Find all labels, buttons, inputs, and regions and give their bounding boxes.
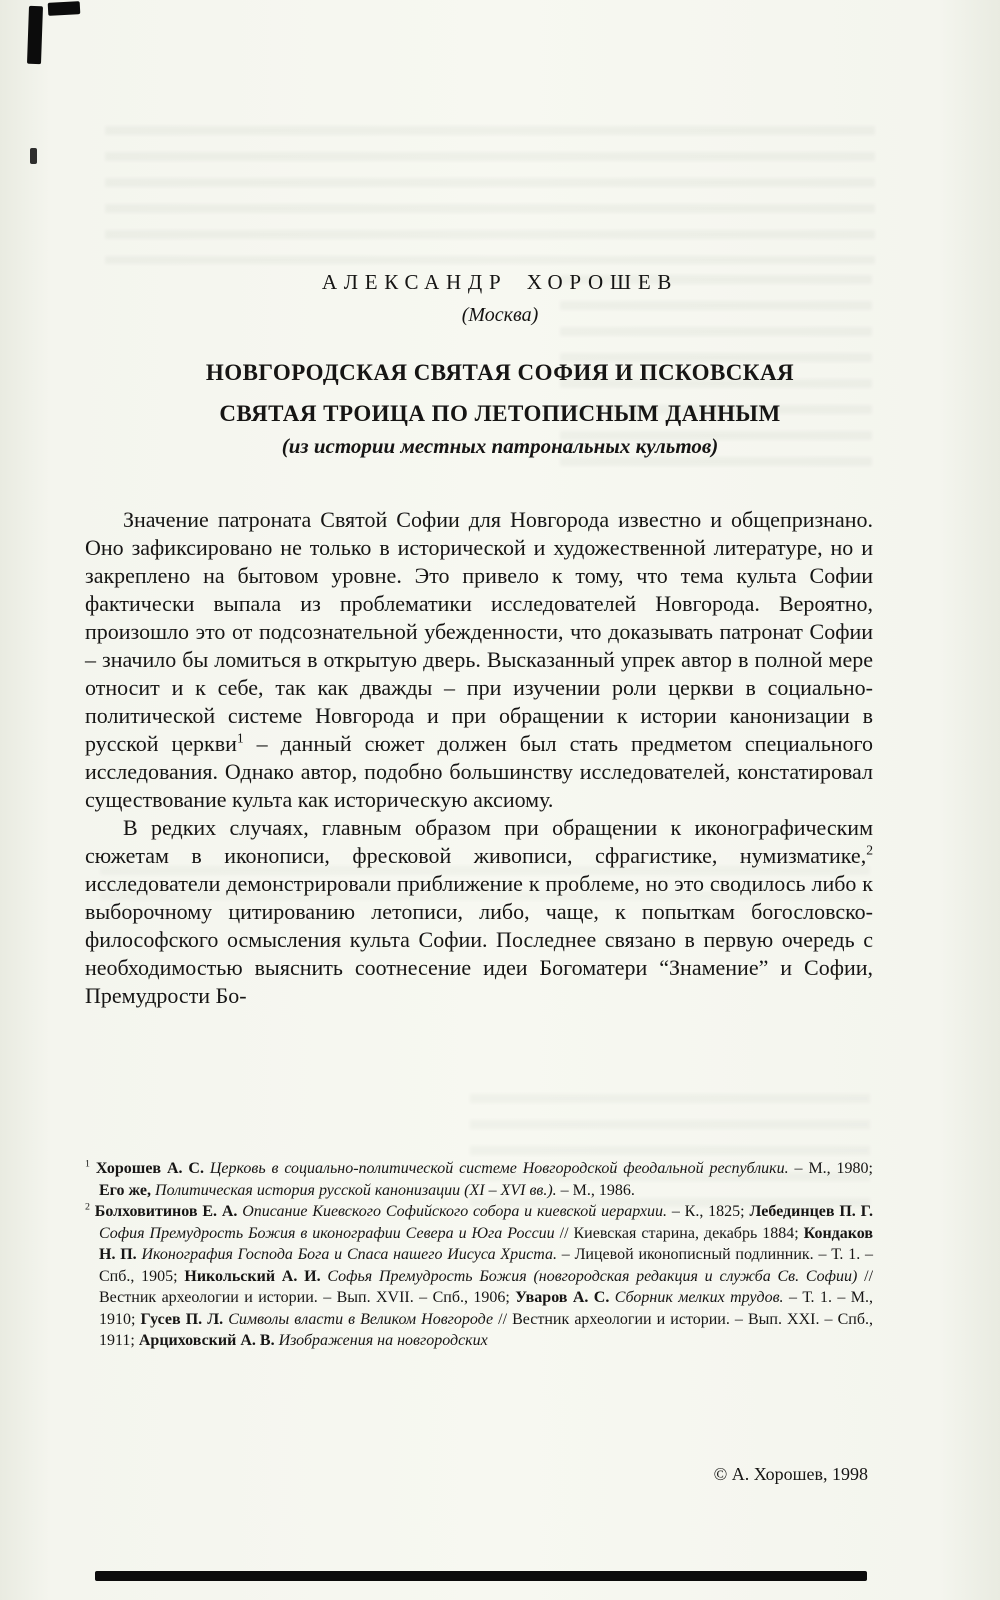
text-segment: София Премудрость Божия в иконографии Севера и Юга России — [99, 1224, 555, 1242]
body-paragraph-1 — [85, 506, 873, 814]
footnotes-block — [85, 1158, 873, 1352]
text-segment: Кондаков Н. П. — [99, 1224, 874, 1263]
text-segment: Политическая история русской канонизации (XI – XVI вв.). — [155, 1181, 557, 1199]
text-segment: 1 — [85, 1158, 90, 1170]
text-segment: Значение патроната Святой Софии для Новгорода известно и общепризнано. Оно зафиксировано не только в исторической и художественной литературе, но и закреплено на бытовом уровне. Это привело к тому, что тема культа Софии фактически выпала из проблематики исследователей Новгорода. Вероятно, произошло это от подсознательной убежденности, что доказывать патронат Софии – значило бы ломиться в открытую дверь. Высказанный упрек автор в полной мере относит и к себе, так как дважды – при изучении роли церкви в социально-политической системе Новгорода и при обращении к истории канонизации в русской церкви — [85, 507, 873, 756]
text-segment: Символы власти в Великом Новгороде — [228, 1310, 494, 1328]
text-segment: Церковь в социально-политической системе Новгородской феодальной республики. — [209, 1160, 789, 1177]
text-segment: – Т. 1. – М., 1910; — [99, 1289, 873, 1328]
text-segment: // Вестник археологии и истории. – Вып. XXI. – Спб., 1911; — [99, 1310, 873, 1349]
text-segment: // Вестник археологии и истории. – Вып. XVII. – Спб., 1906; — [99, 1267, 874, 1306]
bleed-through-top — [105, 126, 875, 264]
author-name: АЛЕКСАНДР ХОРОШЕВ — [321, 270, 679, 294]
text-segment: Сборник мелких трудов. — [614, 1289, 784, 1306]
text-segment: 1 — [236, 730, 244, 746]
text-segment: Изображения на новгородских — [278, 1332, 488, 1349]
text-segment: исследователи демонстрировали приближение к проблеме, но это сводилось либо к выборочному цитированию летописи, либо, чаще, к попыткам богословско-философского осмысления культа Софии. Последнее связано в первую очередь с необходимостью выяснить соотнесение идеи Богоматери “Знамение” и Софии, Премудрости Бо- — [85, 871, 873, 1008]
text-segment: В редких случаях, главным образом при обращении к иконографическим сюжетам в иконописи, фресковой живописи, сфрагистике, нумизматике, — [85, 815, 873, 868]
text-segment: Болховитинов Е. А. — [89, 1203, 243, 1220]
text-segment: Его же, — [99, 1181, 156, 1199]
text-segment: – М., 1986. — [556, 1181, 635, 1199]
text-segment: – данный сюжет должен был стать предметом специального исследования. Однако автор, подобно большинству исследователей, констатировал существование культа как историческую аксиому. — [85, 731, 873, 812]
text-segment: Никольский А. И. — [184, 1267, 328, 1285]
article-body — [85, 506, 873, 1010]
text-segment: Описание Киевского Софийского собора и киевской иерархии. — [242, 1203, 668, 1220]
copyright-notice: © А. Хорошев, 1998 — [713, 1464, 868, 1484]
scan-artifact-bottom-bar — [95, 1571, 867, 1581]
footnote-1 — [85, 1158, 873, 1201]
scan-artifact-corner-horizontal — [48, 1, 81, 16]
author-location: (Москва) — [461, 304, 539, 326]
text-segment: – М., 1980; — [788, 1160, 873, 1177]
footnote-2 — [85, 1201, 873, 1352]
scan-artifact-corner-vertical — [27, 6, 43, 64]
text-segment: Арциховский А. В. — [138, 1332, 279, 1349]
text-segment: – К., 1825; — [667, 1203, 750, 1220]
article-subtitle: (из истории местных патрональных культов) — [281, 434, 719, 458]
article-title-line-1: НОВГОРОДСКАЯ СВЯТАЯ СОФИЯ И ПСКОВСКАЯ — [205, 360, 795, 385]
text-segment: Гусев П. Л. — [140, 1310, 229, 1328]
article-title-line-2: СВЯТАЯ ТРОИЦА ПО ЛЕТОПИСНЫМ ДАННЫМ — [219, 401, 781, 426]
text-segment: Уваров А. С. — [515, 1289, 615, 1306]
text-segment: // Киевская старина, декабрь 1884; — [554, 1224, 804, 1242]
body-paragraph-2 — [85, 814, 873, 1010]
text-segment: Лебединцев П. Г. — [749, 1203, 873, 1220]
scan-artifact-left-edge — [30, 148, 37, 164]
article-title — [0, 352, 1000, 434]
text-segment: – Лицевой иконописный подлинник. – Т. 1. – Спб., 1905; — [99, 1246, 873, 1285]
text-segment: Иконография Господа Бога и Спаса нашего Иисуса Христа. — [141, 1246, 557, 1263]
text-segment: 2 — [866, 842, 873, 858]
text-segment: Софья Премудрость Божия (новгородская редакция и служба Св. Софии) — [327, 1267, 858, 1285]
text-segment: Хорошев А. С. — [89, 1160, 210, 1177]
text-segment: 2 — [85, 1201, 90, 1213]
